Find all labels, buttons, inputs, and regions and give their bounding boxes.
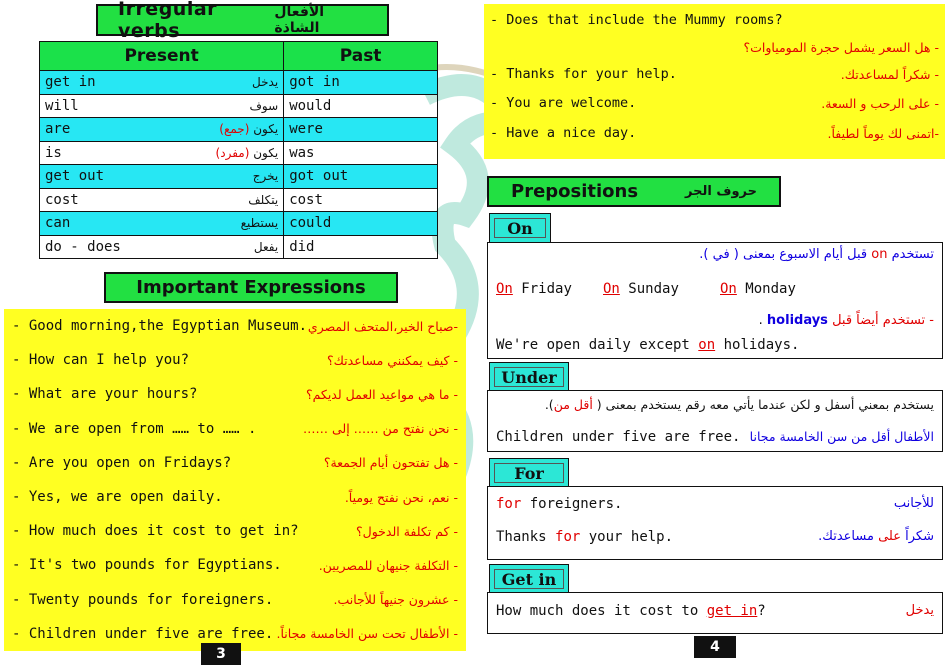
tab-under-label: Under [494,367,564,387]
on-rule2-ar: - تستخدم أيضاً قبل [832,313,934,328]
expression-row [12,377,458,411]
present-verb: cost [45,191,79,208]
on-kw-3: On [720,281,737,297]
arabic-word: يدخل [252,75,279,90]
table-row [40,118,438,142]
expression-ar: - هل تفتحون أيام الجمعة؟ [323,455,458,471]
dialogue-line [490,7,939,33]
arabic-note: (جمع) [219,122,250,137]
past-cell: would [284,94,438,118]
arabic-meaning [252,75,278,89]
on-rule-2 [759,313,934,328]
present-verb: get in [45,74,96,91]
dialogue-line [490,34,939,60]
present-cell [40,212,284,236]
dialogue-ar: - شكراً لمساعدتك. [840,66,939,82]
for-ex2-ar-a: شكراً [901,529,934,544]
on-days-2 [603,281,679,297]
tab-for-label: For [494,463,564,483]
prepositions-title-en: Prepositions [511,181,639,202]
expression-row [12,480,458,514]
table-header-row [40,42,438,71]
expression-en: - How can I help you? [12,352,190,369]
under-rule [545,397,934,412]
dialogue-ar: -اتمنى لك يوماً لطيفاً. [827,125,939,141]
expression-en: - Children under five are free. [12,625,274,642]
expression-row [12,514,458,548]
under-section [487,390,943,452]
expression-en: - Are you open on Fridays? [12,454,232,471]
dialogue-en: - Have a nice day. [490,125,637,141]
table-row [40,212,438,236]
table-row [40,94,438,118]
on-rule2-keyword: holidays [766,313,828,328]
expression-en: - It's two pounds for Egyptians. [12,557,282,574]
on-rule-ar-b: قبل أيام الاسبوع بمعنى ( في ). [699,247,868,262]
page-number-right: 4 [694,636,736,658]
on-section [487,242,943,359]
expression-ar: - نحن نفتح من …… إلى …… [303,421,458,437]
on-days [496,281,572,297]
expression-ar: - كيف يمكنني مساعدتك؟ [327,352,458,368]
day-sunday: Sunday [628,281,679,297]
expression-ar: -صباح الخير،المتحف المصري [307,318,458,334]
prepositions-title [487,176,781,207]
present-cell [40,165,284,189]
expression-en: - We are open from …… to …… . [12,420,257,437]
on-kw-2: On [603,281,620,297]
present-cell [40,71,284,95]
under-rule-ar-b: ). [544,397,554,412]
arabic-meaning [254,240,278,254]
table-row [40,188,438,212]
get-in-keyword: get in [706,603,758,619]
irregular-verbs-title-en: Irregular verbs [118,0,218,42]
irregular-verbs-title-ar: الأفعال الشاذة [274,4,325,36]
expression-row [12,309,458,343]
arabic-meaning [219,122,278,136]
arabic-meaning [241,216,279,230]
present-verb: will [45,97,79,114]
on-example-keyword: on [698,337,716,353]
expression-row [12,343,458,377]
under-rule-keyword: أقل من [553,397,597,412]
present-verb: is [45,144,62,161]
expression-en: - Good morning,the Egyptian Museum. [12,318,308,334]
present-verb: can [45,215,71,232]
arabic-word: يتكلف [248,192,279,207]
for-ex2-ar [818,529,934,544]
present-cell [40,235,284,259]
expression-ar: - نعم، نحن نفتح يومياً. [344,489,458,505]
on-example [496,337,799,353]
get-in-example-b: ? [757,603,766,619]
present-cell [40,94,284,118]
page-number-left: 3 [201,643,241,665]
get-in-example-a: How much does it cost to [496,603,707,619]
expression-en: - What are your hours? [12,386,198,403]
on-kw-1: On [496,281,513,297]
arabic-meaning [253,169,278,183]
expressions-panel [4,309,466,651]
present-verb: get out [45,168,105,185]
past-cell: could [284,212,438,236]
for-ex2-b: your help. [580,529,674,545]
for-example-1 [496,496,622,512]
table-row [40,141,438,165]
present-cell [40,188,284,212]
expression-row [12,583,458,617]
arabic-word: يستطيع [240,216,279,231]
past-cell: was [284,141,438,165]
for-ex2-a: Thanks [496,529,556,545]
tab-get-in [489,564,569,594]
arabic-meaning [249,99,278,113]
for-ex1-keyword: for [496,496,522,512]
expression-ar: - الأطفال تحت سن الخامسة مجاناً. [276,626,458,642]
arabic-note: (مفرد) [215,145,250,160]
arabic-word: يفعل [253,239,279,254]
for-example-2 [496,529,673,545]
dialogue-en: - Thanks for your help. [490,66,677,82]
dialogue-en: - Does that include the Mummy rooms? [490,12,783,28]
tab-for [489,458,569,488]
important-expressions-title: Important Expressions [104,272,398,303]
irregular-verbs-table [39,41,438,259]
expression-ar: - التكلفة جنيهان للمصريين. [318,557,458,573]
past-cell: were [284,118,438,142]
present-cell [40,118,284,142]
tab-on-label: On [494,218,546,238]
tab-on [489,213,551,243]
for-ex2-ar-keyword: على [878,529,901,544]
arabic-word: سوف [249,98,279,113]
past-header: Past [284,42,438,71]
dialogue-en: - You are welcome. [490,95,637,111]
for-ex1-ar: للأجانب [893,496,934,511]
expression-en: - How much does it cost to get in? [12,523,299,540]
dialogue-line [490,90,939,116]
arabic-meaning [216,146,279,160]
on-example-a: We're open daily except [496,337,699,353]
for-ex1-rest: foreigners. [521,496,623,512]
prepositions-title-ar: حروف الجر [685,184,757,199]
under-rule-ar-a: يستخدم بمعني أسفل و لكن عندما يأتي معه رقم يستخدم بمعنى ( [596,397,934,412]
get-in-section [487,592,943,634]
expression-row [12,548,458,582]
present-cell [40,141,284,165]
past-cell: cost [284,188,438,212]
get-in-ar: يدخل [905,603,934,618]
on-rule [699,247,934,262]
arabic-word: يكون [253,145,279,160]
dialogue-panel [484,4,945,159]
for-ex2-keyword: for [555,529,581,545]
on-example-b: holidays. [715,337,800,353]
for-ex2-ar-b: مساعدتك. [818,529,879,544]
on-days-3 [720,281,796,297]
on-rule-ar-a: تستخدم [891,247,934,262]
expression-en: - Twenty pounds for foreigners. [12,591,274,608]
expression-row [12,412,458,446]
dialogue-line [490,120,939,146]
expression-row [12,446,458,480]
expression-ar: - عشرون جنيهاً للأجانب. [333,592,458,608]
arabic-word: يخرج [252,169,279,184]
for-section [487,486,943,560]
expression-ar: - ما هي مواعيد العمل لديكم؟ [305,386,458,402]
present-verb: do - does [45,238,121,255]
expression-ar: - كم تكلفة الدخول؟ [356,523,458,539]
past-cell: did [284,235,438,259]
past-cell: got in [284,71,438,95]
tab-under [489,362,569,392]
under-example-ar: الأطفال أقل من سن الخامسة مجانا [749,429,934,444]
table-row [40,71,438,95]
on-rule-keyword: on [871,247,888,262]
day-monday: Monday [745,281,796,297]
table-row [40,165,438,189]
dialogue-ar: - على الرحب و السعة. [821,95,939,111]
expression-en: - Yes, we are open daily. [12,489,223,505]
arabic-meaning [248,193,278,207]
verb-rows [40,71,438,259]
day-friday: Friday [521,281,572,297]
arabic-word: يكون [253,122,279,137]
dialogue-ar: - هل السعر يشمل حجرة المومياوات؟ [743,39,939,55]
present-header: Present [40,42,284,71]
under-example: Children under five are free. [496,429,741,445]
table-row [40,235,438,259]
irregular-verbs-title [96,0,389,42]
dialogue-line [490,61,939,87]
present-verb: are [45,121,71,138]
tab-get-in-label: Get in [494,569,564,589]
get-in-example [496,603,766,619]
past-cell: got out [284,165,438,189]
on-rule2-dot: . [758,313,763,328]
